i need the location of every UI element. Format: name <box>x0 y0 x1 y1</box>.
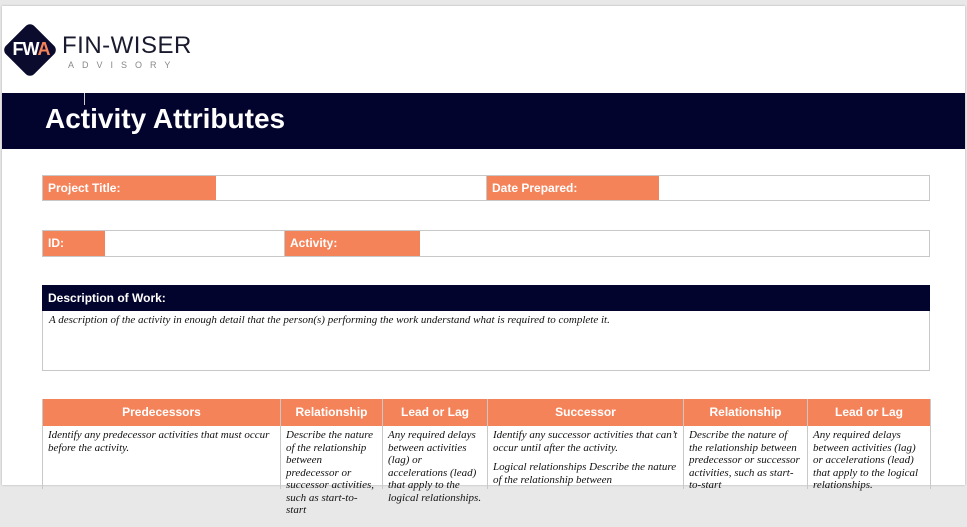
predecessors-header: Predecessors <box>43 399 280 426</box>
predecessors-cell[interactable] <box>43 426 280 464</box>
lead-lag-cell[interactable] <box>383 426 487 514</box>
lead-lag-cell-2[interactable] <box>808 426 930 502</box>
relationship-header-2: Relationship <box>684 399 807 426</box>
lead-lag-header-2: Lead or Lag <box>808 399 930 426</box>
page-title[interactable]: Activity Attributes <box>45 103 286 134</box>
relationship-column <box>281 399 383 516</box>
lead-lag-column-2 <box>808 399 931 489</box>
title-band <box>2 93 965 149</box>
id-label: ID: <box>43 231 105 256</box>
successor-cell[interactable] <box>488 426 683 496</box>
logo-name: FIN-WISER <box>62 32 192 59</box>
fin-wiser-logo <box>2 22 202 82</box>
successor-column <box>488 399 684 489</box>
relationship-cell-2[interactable] <box>684 426 807 502</box>
description-field[interactable]: A description of the activity in enough detail that the person(s) performing the work understand what is required to complete it. <box>42 311 930 371</box>
date-prepared-field[interactable] <box>659 176 929 200</box>
cell-text: Identify any successor activities that can’t occur until after the activity. <box>493 429 678 454</box>
project-title-field[interactable] <box>216 176 487 200</box>
cell-text: Any required delays between activities (lag) or accelerations (lead) that apply to the logical relationships. <box>388 429 482 504</box>
lead-lag-column <box>383 399 488 504</box>
activity-label: Activity: <box>285 231 420 256</box>
successor-header: Successor <box>488 399 683 426</box>
project-row <box>42 175 930 201</box>
id-field[interactable] <box>105 231 285 256</box>
lead-lag-header: Lead or Lag <box>383 399 487 426</box>
relationship-column-2 <box>684 399 808 489</box>
logo-subtitle: ADVISORY <box>68 60 179 70</box>
relationship-table <box>42 399 931 516</box>
cell-text: Identify any predecessor activities that must occur before the activity. <box>48 429 270 454</box>
document-page <box>2 6 965 516</box>
date-prepared-label: Date Prepared: <box>487 176 659 200</box>
cell-text: Logical relationships Describe the nature of the relationship between <box>493 461 677 486</box>
logo-mark: FWA <box>12 39 50 59</box>
relationship-cell[interactable] <box>281 426 382 527</box>
relationship-header: Relationship <box>281 399 382 426</box>
cell-text: Any required delays between activities (lag) or accelerations (lead) that apply to the logical relationships. <box>813 429 919 491</box>
description-header: Description of Work: <box>42 285 930 311</box>
cell-text: Describe the nature of the relationship between predecessor or successor activities, such as start-to-start <box>689 429 800 491</box>
id-row <box>42 230 930 257</box>
activity-field[interactable] <box>420 231 929 256</box>
cell-text: Describe the nature of the relationship between predecessor or successor activities, such as start-to-start <box>286 429 374 516</box>
project-title-label: Project Title: <box>43 176 216 200</box>
predecessors-column <box>43 399 281 489</box>
